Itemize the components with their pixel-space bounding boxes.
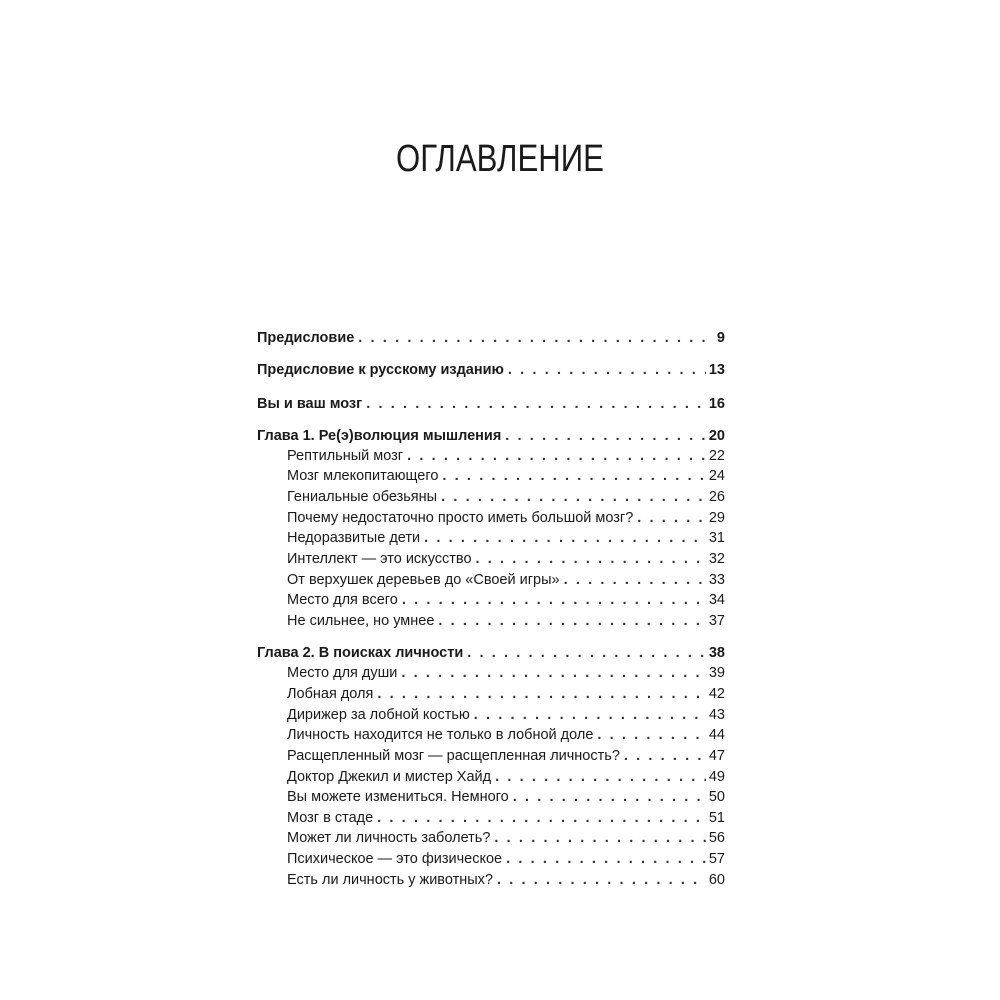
toc-page-number: 43 [708,707,725,723]
toc-entry-label: Мозг млекопитающего [287,468,439,484]
toc-section-entry [287,725,725,745]
toc-chapter-entry [257,328,725,348]
toc-entry-label: Предисловие к русскому изданию [257,362,504,378]
toc-page-number: 37 [708,613,725,629]
toc-entry-label: Интеллект — это искусство [287,551,472,567]
toc-chapter-entry [257,360,725,380]
toc-page-number: 22 [708,448,725,464]
toc-entry-label: Гениальные обезьяны [287,489,438,505]
toc-entry-label: Вы можете измениться. Немного [287,789,509,805]
toc-section-entry [287,590,725,610]
toc-entry-label: Личность находится не только в лобной доле [287,727,594,743]
toc-section-entry [287,446,725,466]
toc-entry-label: Глава 2. В поисках личности [257,645,464,661]
toc-dot-leader [358,328,714,348]
toc-dot-leader [497,870,706,890]
toc-page-number: 13 [708,362,725,378]
toc-entry-label: Предисловие [257,330,355,346]
toc-dot-leader [441,487,706,507]
toc-dot-leader [401,663,705,683]
toc-page-number: 51 [708,810,725,826]
toc-chapter-entry [257,394,725,414]
toc-entry-label: Глава 1. Ре(э)волюция мышления [257,428,502,444]
toc-dot-leader [624,746,706,766]
toc-page-number: 26 [708,489,725,505]
toc-entry-label: Место для души [287,665,398,681]
toc-page-number: 60 [708,872,725,888]
toc-section-entry [287,570,725,590]
toc-section-entry [287,849,725,869]
toc-dot-leader [637,508,706,528]
toc-entry-label: Почему недостаточно просто иметь большой мозг? [287,510,634,526]
toc-section-entry [287,870,725,890]
toc-entry-label: От верхушек деревьев до «Своей игры» [287,572,560,588]
toc-section-entry [287,746,725,766]
toc-section-entry [287,663,725,683]
toc-entry-label: Лобная доля [287,686,374,702]
toc-section-entry [287,611,725,631]
toc-section-entry [287,466,725,486]
toc-page-number: 42 [708,686,725,702]
toc-dot-leader [506,849,706,869]
toc-dot-leader [505,426,706,446]
toc-page-number: 34 [708,592,725,608]
toc-page-number: 56 [708,830,725,846]
toc-dot-leader [377,684,706,704]
toc-page-number: 32 [708,551,725,567]
toc-entry-label: Вы и ваш мозг [257,396,363,412]
toc-page-number: 57 [708,851,725,867]
toc-page-number: 29 [708,510,725,526]
toc-dot-leader [476,549,706,569]
toc-page-number: 16 [708,396,725,412]
toc-dot-leader [513,787,706,807]
toc-page-number: 47 [708,748,725,764]
page-title: ОГЛАВЛЕНИЕ [396,138,604,180]
toc-section-entry [287,808,725,828]
toc-section-entry [287,767,725,787]
toc-page-number: 24 [708,468,725,484]
toc-entry-label: Психическое — это физическое [287,851,503,867]
toc-entry-label: Может ли личность заболеть? [287,830,491,846]
toc-page-number: 39 [708,665,725,681]
toc-entry-label: Расщепленный мозг — расщепленная личность? [287,748,620,764]
toc-page-number: 44 [708,727,725,743]
toc-dot-leader [377,808,706,828]
toc-entry-label: Место для всего [287,592,398,608]
toc-entry-label: Недоразвитые дети [287,530,421,546]
toc-entry-label: Доктор Джекил и мистер Хайд [287,769,492,785]
toc-section-entry [287,487,725,507]
toc-section-entry [287,549,725,569]
toc-section-entry [287,684,725,704]
toc-dot-leader [402,590,706,610]
toc-entry-label: Не сильнее, но умнее [287,613,435,629]
toc-section-entry [287,528,725,548]
toc-dot-leader [597,725,705,745]
toc-dot-leader [424,528,706,548]
toc-dot-leader [508,360,706,380]
toc-page-number: 49 [708,769,725,785]
toc-page-number: 38 [708,645,725,661]
toc-dot-leader [407,446,706,466]
toc-entry-label: Дирижер за лобной костью [287,707,470,723]
toc-page-number: 20 [708,428,725,444]
toc-dot-leader [494,828,705,848]
toc-dot-leader [366,394,706,414]
toc-entry-label: Есть ли личность у животных? [287,872,493,888]
toc-section-entry [287,787,725,807]
toc-dot-leader [442,466,705,486]
toc-entry-label: Рептильный мозг [287,448,404,464]
toc-dot-leader [474,705,706,725]
toc-page-number: 31 [708,530,725,546]
toc-chapter-entry [257,643,725,663]
toc-chapter-entry [257,426,725,446]
toc-entry-label: Мозг в стаде [287,810,374,826]
toc-section-entry [287,828,725,848]
toc-dot-leader [564,570,706,590]
toc-section-entry [287,508,725,528]
toc-page-number: 33 [708,572,725,588]
toc-dot-leader [467,643,706,663]
toc-page-number: 50 [708,789,725,805]
toc-page-number: 9 [716,330,725,346]
toc-dot-leader [438,611,705,631]
toc-dot-leader [495,767,706,787]
toc-section-entry [287,705,725,725]
